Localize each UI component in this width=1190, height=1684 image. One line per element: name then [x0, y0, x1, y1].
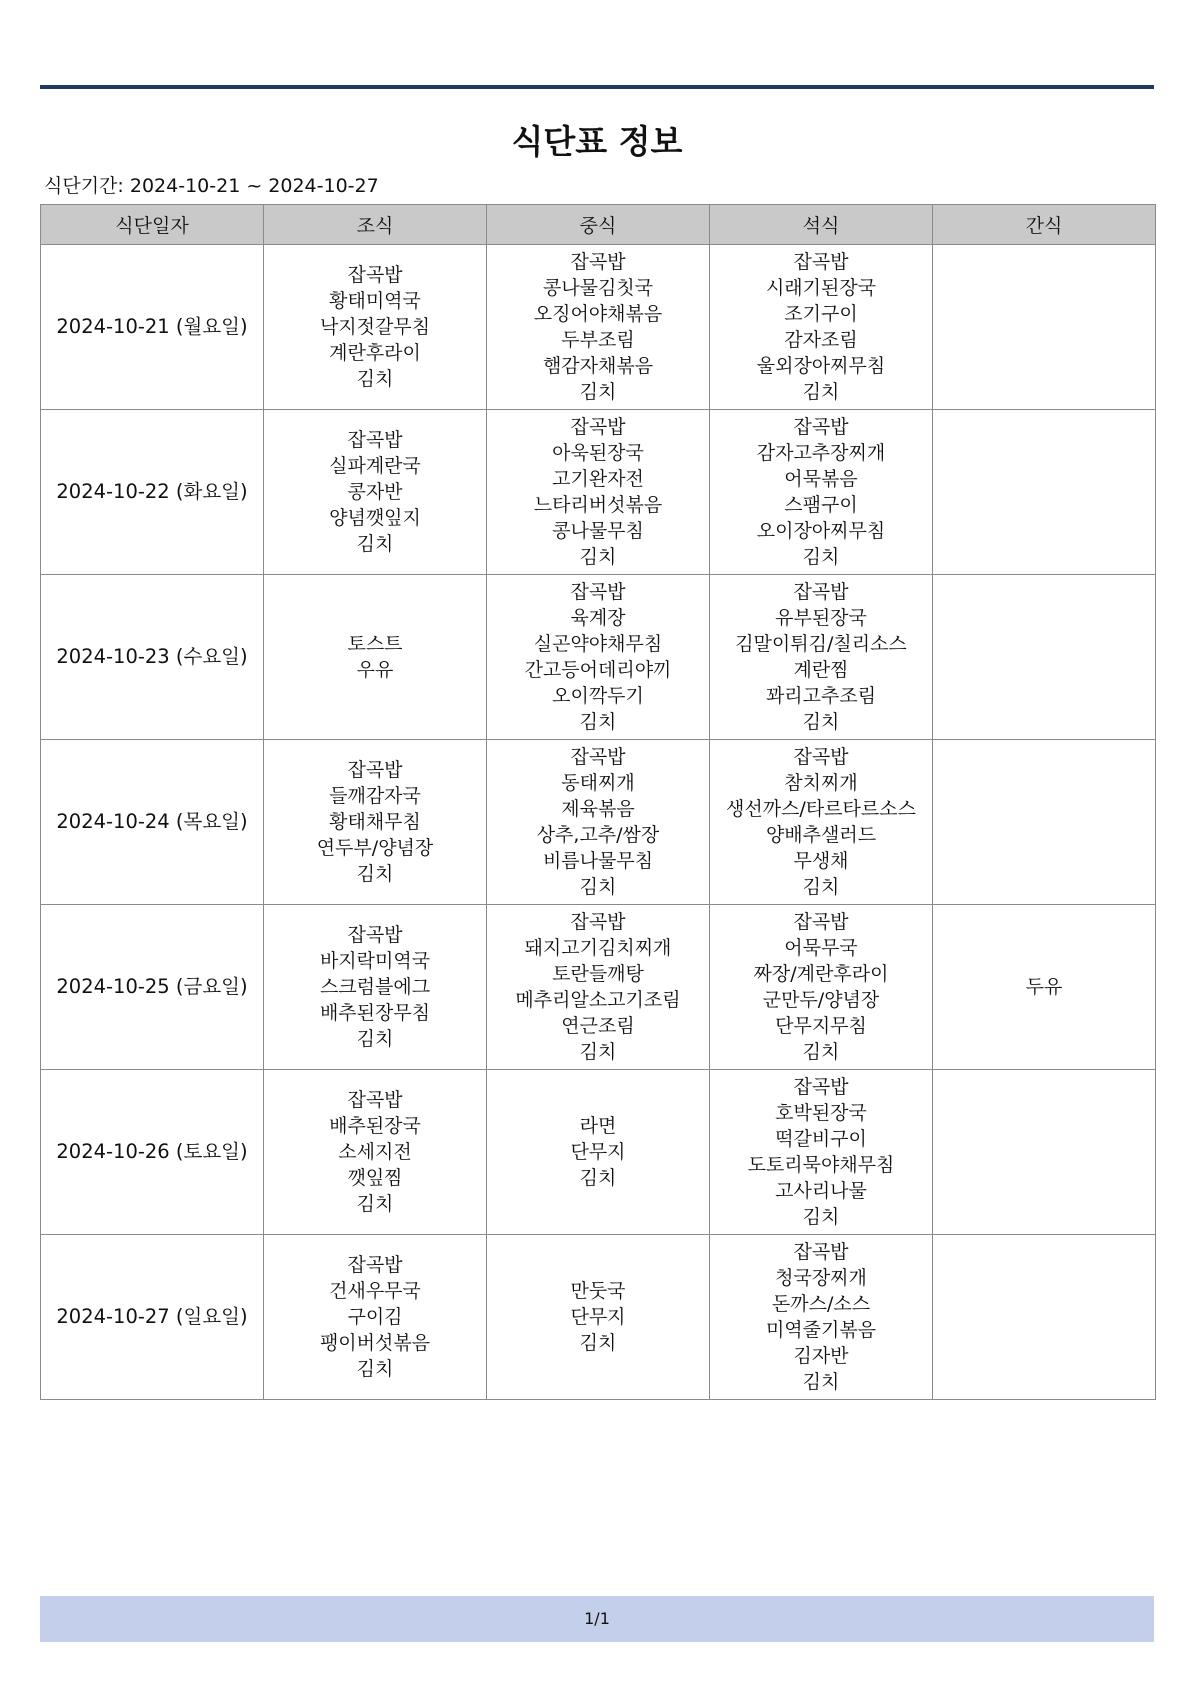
menu-item: 비름나물무침: [542, 850, 654, 872]
menu-item: 김치: [802, 1041, 840, 1063]
menu-item: 양배추샐러드: [765, 824, 877, 846]
menu-item: 양념깻잎지: [329, 507, 421, 529]
table-row: [41, 1070, 1156, 1235]
meal-table: [40, 204, 1156, 1400]
menu-item: 참치찌개: [784, 772, 858, 794]
menu-item: 제육볶음: [561, 798, 635, 820]
lunch-cell: [487, 740, 710, 905]
menu-item: 오징어야채볶음: [533, 303, 663, 325]
menu-item: 어묵무국: [784, 937, 858, 959]
menu-item: 김치: [802, 876, 840, 898]
menu-item: 김자반: [793, 1345, 849, 1367]
menu-item: 돈까스/소스: [771, 1293, 871, 1315]
menu-item: 김치: [579, 381, 617, 403]
menu-item: 잡곡밥: [793, 911, 849, 933]
menu-item: 콩나물김칫국: [542, 277, 654, 299]
menu-item: 김치: [802, 1371, 840, 1393]
lunch-cell: [487, 245, 710, 410]
menu-item: 도토리묵야채무침: [747, 1154, 895, 1176]
table-header-row: [41, 205, 1156, 245]
date-cell: 2024-10-22 (화요일): [41, 410, 264, 575]
breakfast-cell: [264, 410, 487, 575]
menu-item: 연두부/양념장: [316, 837, 434, 859]
menu-item: 오이장아찌무침: [756, 520, 886, 542]
menu-item: 김치: [356, 368, 394, 390]
header-dinner: 석식: [710, 205, 933, 245]
menu-item: 소세지전: [338, 1141, 412, 1163]
breakfast-cell: [264, 575, 487, 740]
menu-item: 라면: [579, 1115, 617, 1137]
header-breakfast: 조식: [264, 205, 487, 245]
table-row: [41, 410, 1156, 575]
date-cell: 2024-10-25 (금요일): [41, 905, 264, 1070]
menu-item: 어묵볶음: [784, 468, 858, 490]
menu-item: 생선까스/타르타르소스: [726, 798, 916, 820]
menu-item: 김치: [356, 1358, 394, 1380]
menu-item: 메추리알소고기조림: [515, 989, 681, 1011]
menu-item: 잡곡밥: [793, 1241, 849, 1263]
header-snack: 간식: [933, 205, 1156, 245]
menu-item: 두유: [1025, 976, 1063, 998]
snack-cell: [933, 1070, 1156, 1235]
date-cell: 2024-10-26 (토요일): [41, 1070, 264, 1235]
menu-item: 돼지고기김치찌개: [524, 937, 672, 959]
dinner-cell: [710, 1070, 933, 1235]
menu-item: 고사리나물: [775, 1180, 867, 1202]
menu-item: 김말이튀김/칠리소스: [735, 633, 907, 655]
menu-item: 김치: [579, 1041, 617, 1063]
menu-item: 단무지: [570, 1141, 626, 1163]
menu-item: 조기구이: [784, 303, 858, 325]
dinner-cell: [710, 245, 933, 410]
menu-item: 건새우무국: [329, 1280, 421, 1302]
table-row: [41, 245, 1156, 410]
menu-item: 김치: [579, 711, 617, 733]
menu-item: 잡곡밥: [793, 1076, 849, 1098]
lunch-cell: [487, 1235, 710, 1400]
menu-item: 실파계란국: [329, 455, 421, 477]
menu-item: 잡곡밥: [570, 911, 626, 933]
table-body: [41, 245, 1156, 1400]
menu-item: 김치: [802, 546, 840, 568]
menu-item: 팽이버섯볶음: [319, 1332, 431, 1354]
menu-item: 김치: [802, 381, 840, 403]
breakfast-cell: [264, 1235, 487, 1400]
menu-item: 짜장/계란후라이: [753, 963, 889, 985]
menu-item: 구이김: [347, 1306, 403, 1328]
menu-item: 감자고추장찌개: [756, 442, 886, 464]
menu-item: 잡곡밥: [347, 1089, 403, 1111]
menu-item: 상추,고추/쌈장: [536, 824, 660, 846]
menu-item: 잡곡밥: [793, 581, 849, 603]
menu-item: 잡곡밥: [570, 581, 626, 603]
lunch-cell: [487, 1070, 710, 1235]
menu-item: 스팸구이: [784, 494, 858, 516]
menu-item: 잡곡밥: [347, 924, 403, 946]
menu-item: 잡곡밥: [570, 416, 626, 438]
menu-item: 떡갈비구이: [775, 1128, 867, 1150]
breakfast-cell: [264, 1070, 487, 1235]
date-cell: 2024-10-24 (목요일): [41, 740, 264, 905]
menu-item: 배추된장국: [329, 1115, 421, 1137]
menu-item: 황태채무침: [329, 811, 421, 833]
menu-item: 군만두/양념장: [762, 989, 880, 1011]
menu-item: 스크럼블에그: [319, 976, 431, 998]
table-row: [41, 1235, 1156, 1400]
table-row: [41, 740, 1156, 905]
lunch-cell: [487, 575, 710, 740]
table-row: [41, 905, 1156, 1070]
menu-item: 잡곡밥: [570, 746, 626, 768]
menu-item: 잡곡밥: [347, 759, 403, 781]
menu-item: 잡곡밥: [793, 746, 849, 768]
menu-item: 계란후라이: [329, 342, 421, 364]
menu-item: 고기완자전: [552, 468, 644, 490]
menu-item: 김치: [356, 863, 394, 885]
menu-item: 김치: [579, 546, 617, 568]
menu-item: 김치: [356, 1193, 394, 1215]
menu-item: 낙지젓갈무침: [319, 316, 431, 338]
header-date: 식단일자: [41, 205, 264, 245]
breakfast-cell: [264, 245, 487, 410]
footer-bar: [40, 1596, 1154, 1642]
menu-item: 아욱된장국: [552, 442, 644, 464]
menu-item: 황태미역국: [329, 290, 421, 312]
menu-item: 호박된장국: [775, 1102, 867, 1124]
dinner-cell: [710, 905, 933, 1070]
menu-item: 동태찌개: [561, 772, 635, 794]
menu-item: 우유: [356, 659, 394, 681]
menu-item: 들깨감자국: [329, 785, 421, 807]
date-cell: 2024-10-21 (월요일): [41, 245, 264, 410]
menu-item: 콩나물무침: [552, 520, 644, 542]
page-title: 식단표 정보: [511, 122, 683, 161]
menu-item: 무생채: [793, 850, 849, 872]
dinner-cell: [710, 1235, 933, 1400]
menu-item: 잡곡밥: [347, 1254, 403, 1276]
lunch-cell: [487, 905, 710, 1070]
snack-cell: [933, 1235, 1156, 1400]
lunch-cell: [487, 410, 710, 575]
date-cell: 2024-10-27 (일요일): [41, 1235, 264, 1400]
meal-period: 식단기간: 2024-10-21 ~ 2024-10-27: [44, 175, 379, 197]
menu-item: 두부조림: [561, 329, 635, 351]
menu-item: 꽈리고추조림: [765, 685, 877, 707]
breakfast-cell: [264, 905, 487, 1070]
menu-item: 김치: [579, 876, 617, 898]
dinner-cell: [710, 575, 933, 740]
menu-item: 잡곡밥: [570, 251, 626, 273]
menu-item: 울외장아찌무침: [756, 355, 886, 377]
menu-item: 감자조림: [784, 329, 858, 351]
menu-item: 배추된장무침: [319, 1002, 431, 1024]
menu-item: 콩자반: [347, 481, 403, 503]
menu-item: 잡곡밥: [347, 264, 403, 286]
menu-item: 단무지: [570, 1306, 626, 1328]
menu-item: 만둣국: [570, 1280, 626, 1302]
snack-cell: [933, 410, 1156, 575]
date-cell: 2024-10-23 (수요일): [41, 575, 264, 740]
snack-cell: [933, 905, 1156, 1070]
menu-item: 햄감자채볶음: [542, 355, 654, 377]
menu-item: 김치: [356, 1028, 394, 1050]
snack-cell: [933, 575, 1156, 740]
menu-item: 잡곡밥: [347, 429, 403, 451]
snack-cell: [933, 740, 1156, 905]
menu-item: 시래기된장국: [765, 277, 877, 299]
menu-item: 간고등어데리야끼: [524, 659, 672, 681]
menu-item: 김치: [579, 1332, 617, 1354]
menu-item: 토란들깨탕: [552, 963, 644, 985]
menu-item: 김치: [579, 1167, 617, 1189]
dinner-cell: [710, 410, 933, 575]
menu-item: 김치: [802, 711, 840, 733]
menu-item: 잡곡밥: [793, 251, 849, 273]
header-lunch: 중식: [487, 205, 710, 245]
table-row: [41, 575, 1156, 740]
menu-item: 오이깍두기: [552, 685, 644, 707]
menu-item: 청국장찌개: [775, 1267, 867, 1289]
menu-item: 단무지무침: [775, 1015, 867, 1037]
menu-item: 느타리버섯볶음: [533, 494, 663, 516]
menu-item: 연근조림: [561, 1015, 635, 1037]
top-rule: [40, 85, 1154, 89]
snack-cell: [933, 245, 1156, 410]
menu-item: 토스트: [347, 633, 403, 655]
page-indicator: 1/1: [584, 1609, 610, 1628]
menu-item: 바지락미역국: [319, 950, 431, 972]
menu-item: 깻잎찜: [347, 1167, 403, 1189]
menu-item: 계란찜: [793, 659, 849, 681]
menu-item: 육계장: [570, 607, 626, 629]
menu-item: 실곤약야채무침: [533, 633, 663, 655]
dinner-cell: [710, 740, 933, 905]
menu-item: 잡곡밥: [793, 416, 849, 438]
menu-item: 미역줄기볶음: [765, 1319, 877, 1341]
menu-item: 유부된장국: [775, 607, 867, 629]
menu-item: 김치: [802, 1206, 840, 1228]
menu-item: 김치: [356, 533, 394, 555]
breakfast-cell: [264, 740, 487, 905]
